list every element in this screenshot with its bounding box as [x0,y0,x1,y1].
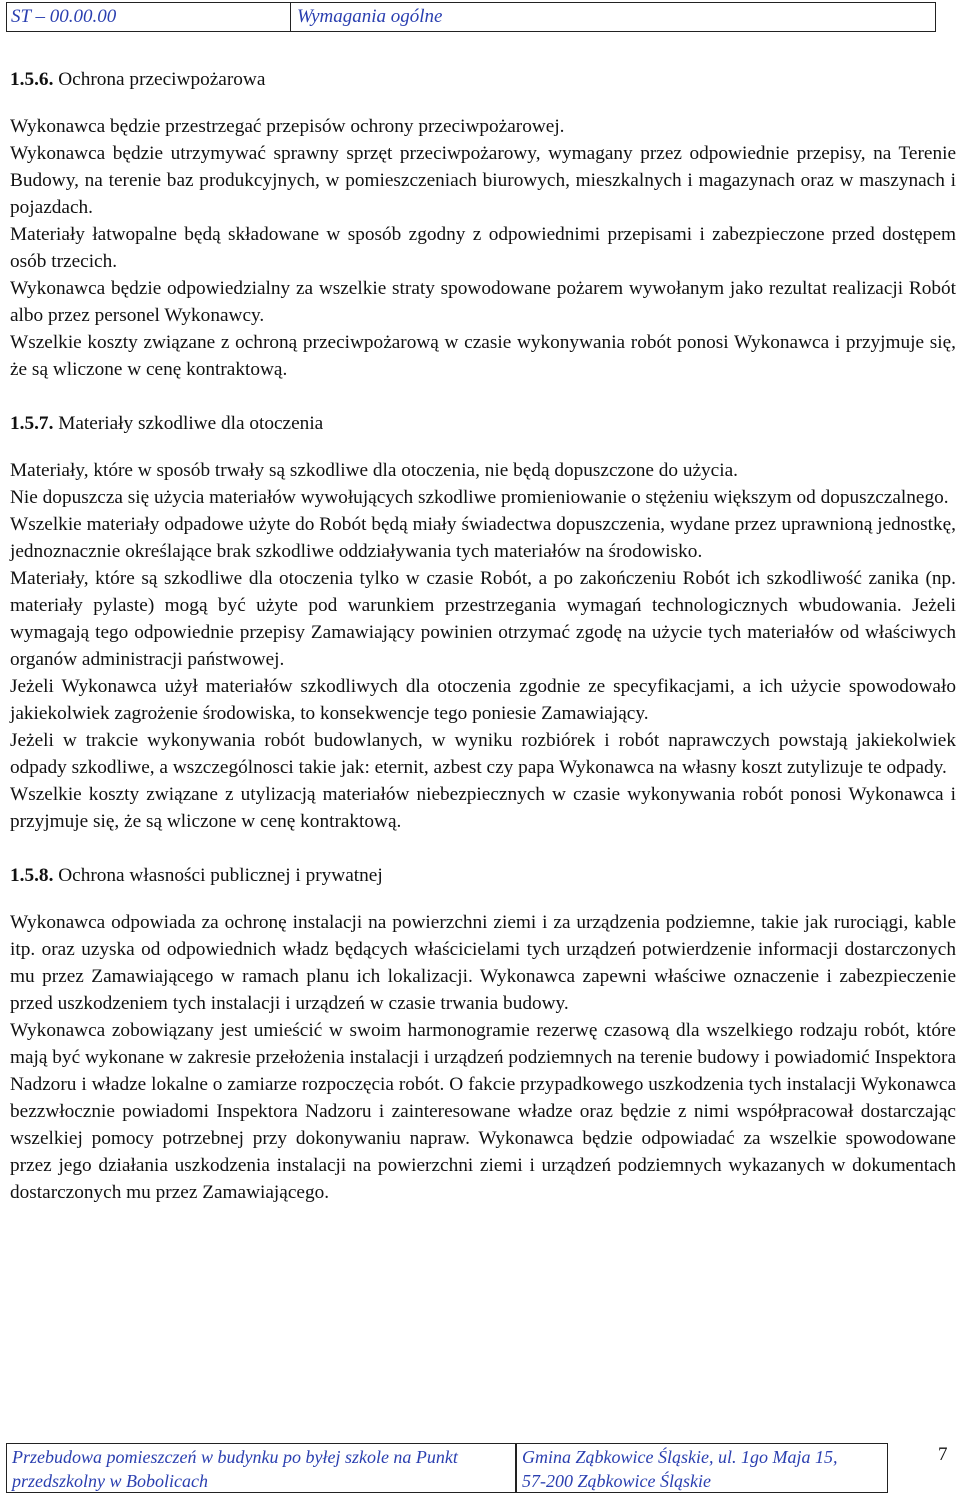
spacer [10,835,956,862]
paragraph: Wykonawca będzie utrzymywać sprawny sprzęt przeciwpożarowy, wymagany przez odpowiednie przepisy, na Terenie Budowy, na terenie baz produkcyjnych, w pomieszczeniach biurowych, mieszkalnych i magazynach oraz w maszynach i pojazdach. [10,143,956,218]
footer-address-line: Gmina Ząbkowice Śląskie, ul. 1go Maja 15, [522,1447,838,1467]
section-number: 1.5.7. [10,413,54,434]
document-body [10,66,956,1206]
paragraph: Wykonawca odpowiada za ochronę instalacji na powierzchni ziemi i za urządzenia podziemne, takie jak rurociągi, kable itp. oraz uzyska od odpowiednich władz będących właścicielami tych urządzeń potwierdzenie informacji dostarczonych mu przez Zamawiającego w ramach planu ich lokalizacji. Wykonawca zapewni właściwe oznaczenie i zabezpieczenie przed uszkodzeniem tych instalacji i urządzeń w czasie trwania budowy. [10,912,956,1014]
page-number: 7 [938,1444,948,1465]
paragraph: Materiały łatwopalne będą składowane w sposób zgodny z odpowiednimi przepisami i zabezpieczone przed dostępem osób trzecich. [10,224,956,272]
paragraph: Wykonawca będzie odpowiedzialny za wszelkie straty spowodowane pożarem wywołanym jako rezultat realizacji Robót albo przez personel Wykonawcy. [10,278,956,326]
spacer [10,889,956,909]
spacer [10,93,956,113]
paragraph: Wykonawca zobowiązany jest umieścić w swoim harmonogramie rezerwę czasową dla wszelkiego rodzaju robót, które mają być wykonane w zakresie przełożenia instalacji i urządzeń podziemnych na terenie budowy i powiadomić Inspektora Nadzoru i władze lokalne o zamiarze rozpoczęcia robót. O fakcie przypadkowego uszkodzenia tych instalacji Wykonawca bezzwłocznie powiadomi Inspektora Nadzoru i zainteresowane władze oraz będzie z nimi współpracował dostarczając wszelkiej pomocy potrzebnej przy dokonywaniu napraw. Wykonawca będzie odpowiadać za wszelkie spowodowane przez jego działania uszkodzenia instalacji na powierzchni ziemi i urządzeń podziemnych wykazanych w dokumentach dostarczonych mu przez Zamawiającego. [10,1020,957,1203]
paragraph: Jeżeli Wykonawca użył materiałów szkodliwych dla otoczenia zgodnie ze specyfikacjami, a ich użycie spowodowało jakiekolwiek zagrożenie środowiska, to konsekwencje tego poniesie Zamawiający. [10,676,956,724]
section-number: 1.5.8. [10,865,54,886]
page-footer [6,1443,948,1495]
spacer [10,437,956,457]
header-title: Wymagania ogólne [297,6,443,27]
page-header [6,2,936,32]
paragraph: Jeżeli w trakcie wykonywania robót budowlanych, w wyniku rozbiórek i robót naprawczych powstają jakiekolwiek odpady szkodliwe, a wszczególnosci takie jak: eternit, azbest czy papa Wykonawca na własny koszt zutylizuje te odpady. [10,730,956,778]
footer-project-box [6,1443,516,1493]
paragraph: Wykonawca będzie przestrzegać przepisów ochrony przeciwpożarowej. [10,116,565,137]
paragraph: Materiały, które w sposób trwały są szkodliwe dla otoczenia, nie będą dopuszczone do użycia. [10,460,738,481]
section-heading [10,862,956,889]
paragraph: Nie dopuszcza się użycia materiałów wywołujących szkodliwe promieniowanie o stężeniu większym od dopuszczalnego. [10,487,949,508]
section-heading [10,66,956,93]
section-title: Ochrona własności publicznej i prywatnej [58,865,383,886]
paragraph: Wszelkie materiały odpadowe użyte do Robót będą miały świadectwa dopuszczenia, wydane przez uprawnioną jednostkę, jednoznacznie określające brak szkodliwe oddziaływania tych materiałów na środowisko. [10,514,956,562]
footer-address-line: 57-200 Ząbkowice Śląskie [522,1471,711,1491]
header-divider [290,3,291,31]
footer-project-line: Przebudowa pomieszczeń w budynku po byłej szkole na Punkt [12,1447,458,1467]
spacer [10,383,956,410]
spec-code: ST – 00.00.00 [11,6,117,27]
paragraph: Materiały, które są szkodliwe dla otoczenia tylko w czasie Robót, a po zakończeniu Robót ich szkodliwość zanika (np. materiały pylaste) mogą być użyte pod warunkiem przestrzegania wymagań technologicznych wbudowania. Jeżeli wymagają tego odpowiednie przepisy Zamawiający powinien otrzymać zgodę na użycie tych materiałów od właściwych organów administracji państwowej. [10,568,956,670]
section-title: Materiały szkodliwe dla otoczenia [58,413,324,434]
footer-address-box [516,1443,888,1493]
paragraph: Wszelkie koszty związane z ochroną przeciwpożarową w czasie wykonywania robót ponosi Wykonawca i przyjmuje się, że są wliczone w cenę kontraktową. [10,332,956,380]
footer-project-line: przedszkolny w Bobolicach [12,1471,208,1491]
paragraph: Wszelkie koszty związane z utylizacją materiałów niebezpiecznych w czasie wykonywania robót ponosi Wykonawca i przyjmuje się, że są wliczone w cenę kontraktową. [10,784,956,832]
section-heading [10,410,956,437]
section-title: Ochrona przeciwpożarowa [58,69,266,90]
section-number: 1.5.6. [10,69,54,90]
